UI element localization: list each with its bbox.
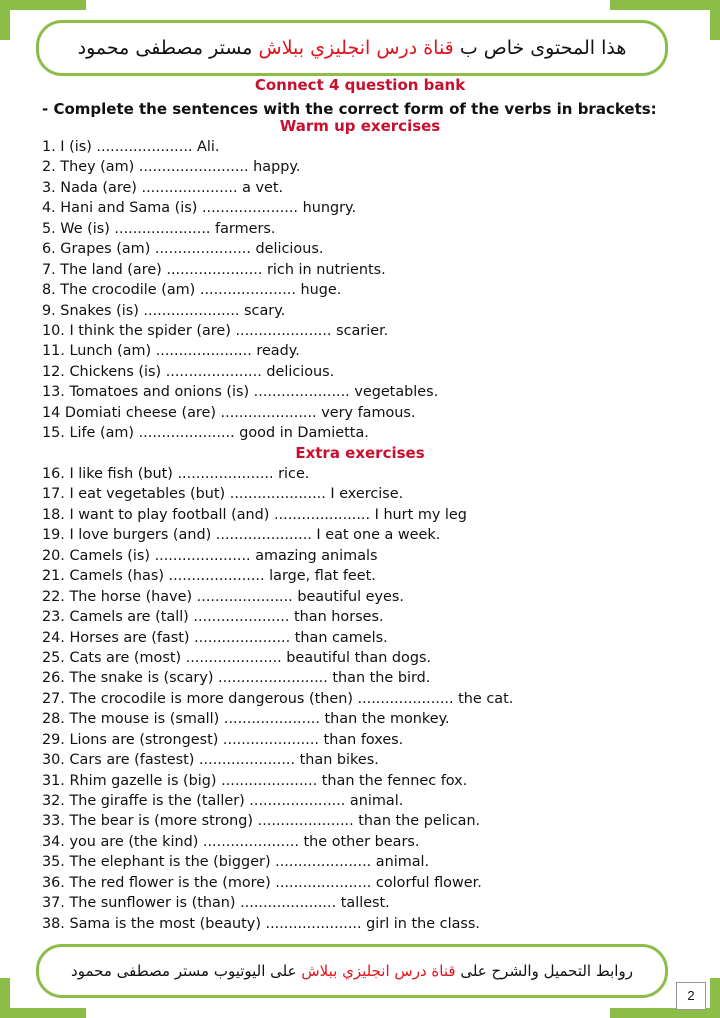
question-item: 25. Cats are (most) ..................... beautiful than dogs. <box>42 649 432 666</box>
corner-decoration-top-right-vertical <box>710 0 720 40</box>
extra-heading: Extra exercises <box>295 444 425 462</box>
question-item: 18. I want to play football (and) ..................... I hurt my leg <box>42 506 467 523</box>
question-item: 8. The crocodile (am) ..................... huge. <box>42 282 342 299</box>
question-item: 4. Hani and Sama (is) ..................... hungry. <box>42 200 357 217</box>
question-item: 6. Grapes (am) ..................... delicious. <box>42 241 324 258</box>
question-item: 30. Cars are (fastest) ..................... than bikes. <box>42 752 379 769</box>
question-item: 24. Horses are (fast) ..................... than camels. <box>42 629 388 646</box>
question-item: 19. I love burgers (and) ..................... I eat one a week. <box>42 527 441 544</box>
question-item: 27. The crocodile is more dangerous (then) ..................... the cat. <box>42 690 514 707</box>
corner-decoration-bottom-left-vertical <box>0 978 10 1018</box>
question-item: 26. The snake is (scary) ........................ than the bird. <box>42 670 431 687</box>
page-title: Connect 4 question bank <box>254 76 466 94</box>
question-item: 21. Camels (has) ..................... large, flat feet. <box>42 568 376 585</box>
question-item: 7. The land (are) ..................... rich in nutrients. <box>42 261 386 278</box>
corner-decoration-top-left-vertical <box>0 0 10 40</box>
footer-banner <box>36 944 668 998</box>
question-item: 31. Rhim gazelle is (big) ..................... than the fennec fox. <box>42 772 468 789</box>
question-item: 17. I eat vegetables (but) ..................... I exercise. <box>42 486 404 503</box>
question-item: 23. Camels are (tall) ..................... than horses. <box>42 609 384 626</box>
page-number: 2 <box>676 982 706 1010</box>
question-item: 22. The horse (have) ..................... beautiful eyes. <box>42 588 404 605</box>
question-item: 20. Camels (is) ..................... amazing animals <box>42 547 378 564</box>
question-item: 1. I (is) ..................... Ali. <box>42 139 220 155</box>
footer-banner-channel: قناة درس انجليزي ببلاش <box>301 962 456 980</box>
question-item: 13. Tomatoes and onions (is) ..................... vegetables. <box>42 384 439 401</box>
question-item: 28. The mouse is (small) ..................... than the monkey. <box>42 711 450 728</box>
question-item: 32. The giraffe is the (taller) ..................... animal. <box>42 793 404 809</box>
corner-decoration-bottom-right-vertical <box>710 978 720 1018</box>
question-item: 38. Sama is the most (beauty) ..................... girl in the class. <box>42 915 480 932</box>
question-item: 9. Snakes (is) ..................... scary. <box>42 302 286 319</box>
header-banner-prefix: هذا المحتوى خاص ب <box>453 37 627 59</box>
question-item: 16. I like fish (but) ..................... rice. <box>42 466 310 482</box>
extra-question-list <box>42 464 682 934</box>
warmup-question-list <box>42 137 682 444</box>
footer-banner-suffix: على اليوتيوب مستر مصطفى محمود <box>71 962 302 980</box>
question-item: 5. We (is) ..................... farmers. <box>42 220 276 237</box>
corner-decoration-top-right <box>610 0 720 10</box>
question-item: 15. Life (am) ..................... good in Damietta. <box>42 425 369 442</box>
question-item: 12. Chickens (is) ..................... delicious. <box>42 363 335 380</box>
question-item: 36. The red flower is the (more) ..................... colorful flower. <box>42 874 482 891</box>
warmup-heading: Warm up exercises <box>279 117 441 135</box>
question-item: 3. Nada (are) ..................... a vet. <box>42 179 284 196</box>
question-item: 29. Lions are (strongest) ..................... than foxes. <box>42 731 404 748</box>
corner-decoration-bottom-left <box>0 1008 86 1018</box>
question-item: 37. The sunflower is (than) ..................... tallest. <box>42 895 390 912</box>
header-banner-suffix: مستر مصطفى محمود <box>77 37 259 59</box>
header-banner <box>36 20 668 76</box>
corner-decoration-top-left <box>0 0 86 10</box>
header-banner-channel: قناة درس انجليزي ببلاش <box>258 37 454 59</box>
question-item: 34. you are (the kind) ..................... the other bears. <box>42 833 420 850</box>
question-item: 10. I think the spider (are) ..................... scarier. <box>42 322 389 339</box>
instruction-text: - Complete the sentences with the correct form of the verbs in brackets: <box>42 100 657 118</box>
question-item: 33. The bear is (more strong) ..................... than the pelican. <box>42 813 481 830</box>
question-item: 14 Domiati cheese (are) ..................... very famous. <box>42 404 416 421</box>
question-item: 11. Lunch (am) ..................... ready. <box>42 343 300 360</box>
footer-banner-prefix: روابط التحميل والشرح على <box>455 962 633 980</box>
question-item: 35. The elephant is the (bigger) ..................... animal. <box>42 854 430 871</box>
question-item: 2. They (am) ........................ happy. <box>42 159 301 176</box>
